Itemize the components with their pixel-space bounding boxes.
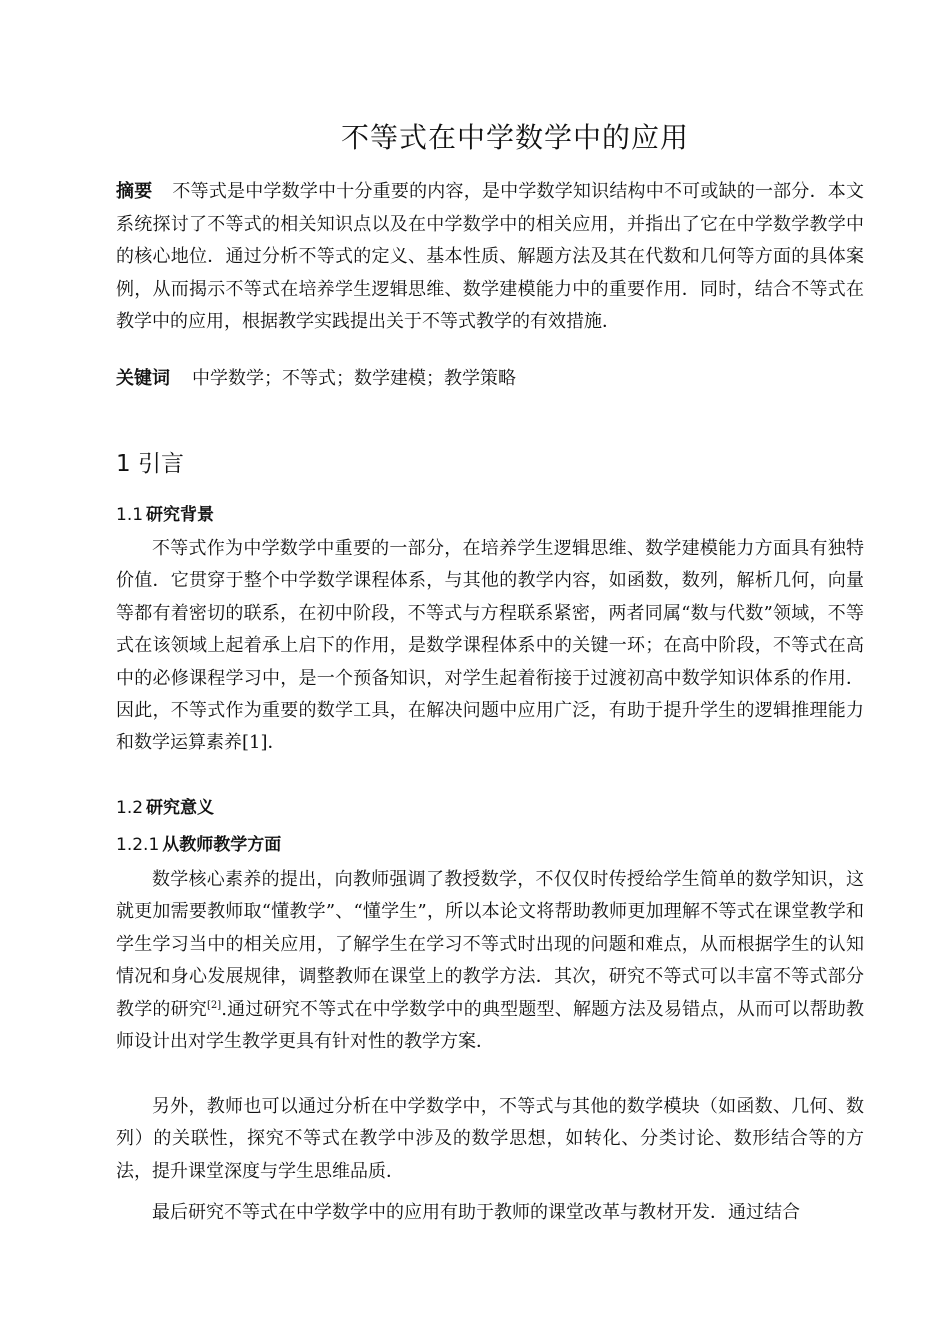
keywords-text: 中学数学；不等式；数学建模；教学策略 xyxy=(192,368,516,389)
citation-ref: [2] xyxy=(207,999,222,1011)
subsection-title: 研究意义 xyxy=(146,798,215,818)
background-paragraph: 不等式作为中学数学中重要的一部分，在培养学生逻辑思维、数学建模能力方面具有独特价值．它贯穿于整个中学数学课程体系，与其他的教学内容，如函数，数列，解析几何，向量等都有着密切的联系，在初中阶段，不等式与方程联系紧密，两者同属“数与代数”领域，不等式在该领域上起着承上启下的作用，是数学课程体系中的关键一环；在高中阶段，不等式在高中的必修课程学习中，是一个预备知识，对学生起着衔接于过渡初高中数学知识体系的作用．因此，不等式作为重要的数学工具，在解决问题中应用广泛，有助于提升学生的逻辑推理能力和数学运算素养[1]． xyxy=(116,538,864,754)
subsubsection-title: 从教师教学方面 xyxy=(162,835,282,855)
subsection-title: 研究背景 xyxy=(146,505,215,525)
paper-title: 不等式在中学数学中的应用 xyxy=(340,121,689,154)
keywords xyxy=(116,363,864,396)
abstract xyxy=(116,176,864,339)
teacher-paragraph-1 xyxy=(116,864,864,1058)
subsubsection-number: 1.2.1 xyxy=(116,835,160,855)
section-heading-introduction: 1 引言 xyxy=(116,451,184,477)
teacher-paragraph-3: 最后研究不等式在中学数学中的应用有助于教师的课堂改革与教材开发．通过结合 xyxy=(152,1202,800,1223)
teacher-paragraph-2: 另外，教师也可以通过分析在中学数学中，不等式与其他的数学模块（如函数、几何、数列）的关联性，探究不等式在教学中涉及的数学思想，如转化、分类讨论、数形结合等的方法，提升课堂深度与学生思维品质． xyxy=(116,1096,864,1182)
subsection-heading-background xyxy=(116,503,214,527)
subsection-heading-significance xyxy=(116,796,214,820)
abstract-label: 摘要 xyxy=(116,181,153,202)
paragraph-text: .通过研究不等式在中学数学中的典型题型、解题方法及易错点，从而可以帮助教师设计出对学生教学更具有针对性的教学方案． xyxy=(116,998,865,1053)
keywords-label: 关键词 xyxy=(116,368,170,389)
subsubsection-heading-teacher xyxy=(116,833,281,857)
subsection-number: 1.1 xyxy=(116,505,144,525)
paragraph-text: 数学核心素养的提出，向教师强调了教授数学，不仅仅时传授给学生简单的数学知识，这就更加需要教师取“懂教学”、“懂学生”，所以本论文将帮助教师更加理解不等式在课堂教学和学生学习当中的相关应用，了解学生在学习不等式时出现的问题和难点，从而根据学生的认知情况和身心发展规律，调整教师在课堂上的教学方法．其次，研究不等式可以丰富不等式部分教学的研究 xyxy=(116,869,864,1020)
abstract-text: 不等式是中学数学中十分重要的内容，是中学数学知识结构中不可或缺的一部分．本文系统探讨了不等式的相关知识点以及在中学数学中的相关应用，并指出了它在中学数学教学中的核心地位．通过分析不等式的定义、基本性质、解题方法及其在代数和几何等方面的具体案例，从而揭示不等式在培养学生逻辑思维、数学建模能力中的重要作用．同时，结合不等式在教学中的应用，根据教学实践提出关于不等式教学的有效措施． xyxy=(116,181,865,332)
subsection-number: 1.2 xyxy=(116,798,144,818)
